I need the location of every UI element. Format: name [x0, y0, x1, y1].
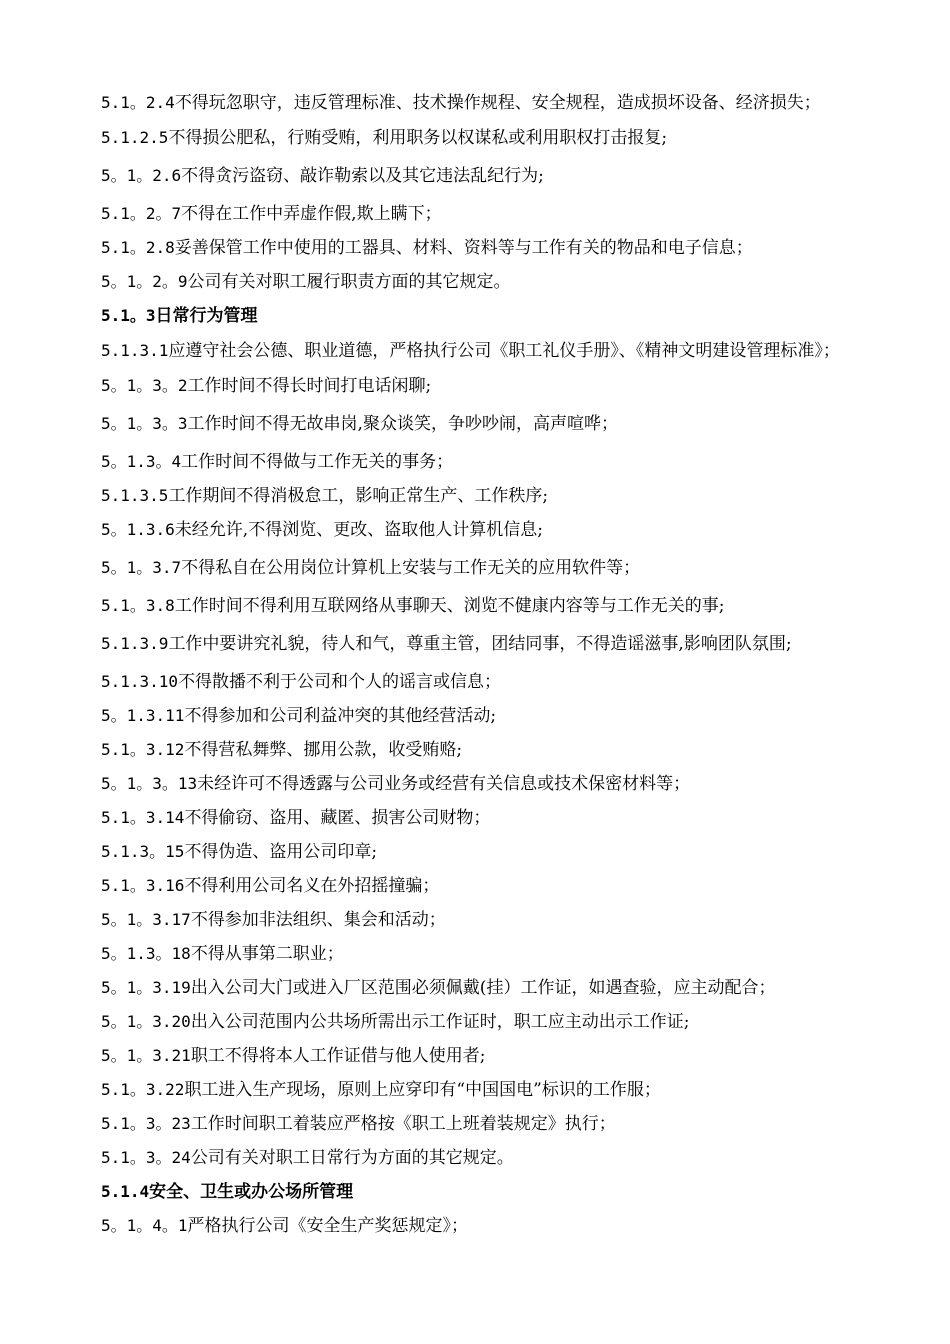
clause-number: 5。1。4。1: [101, 1216, 188, 1235]
clause-5-1-3-6: [101, 516, 871, 544]
clause-text: 未经许可不得透露与公司业务或经营有关信息或技术保密材料等；: [197, 774, 691, 794]
clause-text: 工作时间不得长时间打电话闲聊;: [187, 376, 432, 396]
clause-number: 5。1.3。18: [101, 944, 191, 963]
clause-text: 不得参加和公司利益冲突的其他经营活动;: [184, 706, 497, 726]
clause-number: 5。1。3.19: [101, 978, 191, 997]
section-number: 5.1.4: [101, 1182, 150, 1201]
clause-number: 5。1。3.21: [101, 1046, 191, 1065]
clause-number: 5.1.3.10: [101, 672, 179, 691]
clause-number: 5。1。3。2: [101, 376, 188, 395]
clause-number: 5。1。2。9: [101, 272, 188, 291]
clause-text: 公司有关对职工日常行为方面的其它规定。: [190, 1148, 514, 1168]
clause-5-1-3-7: [101, 554, 871, 582]
clause-text: 不得偷窃、盗用、藏匿、损害公司财物；: [184, 808, 491, 828]
section-title: 日常行为管理: [155, 306, 258, 326]
clause-5-1-3-3: [101, 410, 871, 438]
clause-5-1-3-1: [101, 336, 871, 366]
clause-text: 妥善保管工作中使用的工器具、材料、资料等与工作有关的物品和电子信息；: [174, 238, 753, 258]
clause-5-1-2-8: [101, 234, 871, 262]
clause-text: 出入公司大门或进入厂区范围必须佩戴(挂）工作证，如遇查验，应主动配合；: [190, 978, 776, 998]
clause-text: 不得参加非法组织、集会和活动；: [190, 910, 446, 930]
clause-text: 不得玩忽职守，违反管理标准、技术操作规程、安全规程，造成损坏设备、经济损失；: [174, 93, 821, 113]
clause-5-1-3-23: [101, 1110, 871, 1138]
clause-5-1-3-19: [101, 974, 871, 1002]
clause-number: 5.1。3。23: [101, 1114, 191, 1133]
clause-text: 工作时间不得利用互联网络从事聊天、浏览不健康内容等与工作无关的事;: [174, 596, 725, 616]
section-heading-5-1-3: [101, 302, 871, 330]
clause-5-1-3-15: [101, 838, 871, 866]
clause-number: 5.1.2.5: [101, 128, 169, 147]
clause-text: 出入公司范围内公共场所需出示工作证时，职工应主动出示工作证;: [190, 1012, 690, 1032]
clause-text: 工作时间不得做与工作无关的事务；: [181, 452, 454, 472]
clause-number: 5。1。3.7: [101, 558, 182, 577]
clause-5-1-3-8: [101, 592, 871, 620]
clause-text: 不得从事第二职业；: [190, 944, 344, 964]
clause-5-1-3-17: [101, 906, 871, 934]
clause-text: 职工进入生产现场，原则上应穿印有“中国国电”标识的工作服；: [184, 1080, 661, 1100]
clause-text: 不得营私舞弊、挪用公款，收受贿赂;: [184, 740, 463, 760]
section-number: 5.1。3: [101, 306, 156, 325]
clause-number: 5.1。3.14: [101, 808, 185, 827]
clause-number: 5.1。2。7: [101, 204, 182, 223]
clause-text: 职工不得将本人工作证借与他人使用者;: [190, 1046, 486, 1066]
clause-text: 不得私自在公用岗位计算机上安装与工作无关的应用软件等；: [181, 558, 641, 578]
clause-5-1-3-22: [101, 1076, 871, 1104]
clause-text: 不得在工作中弄虚作假,欺上瞒下；: [181, 204, 442, 224]
clause-text: 工作时间职工着装应严格按《职工上班着装规定》执行；: [190, 1114, 616, 1134]
clause-number: 5.1。3.12: [101, 740, 185, 759]
clause-text: 不得利用公司名义在外招摇撞骗；: [184, 876, 440, 896]
clause-text: 公司有关对职工履行职责方面的其它规定。: [187, 272, 511, 292]
clause-5-1-2-4: [101, 88, 871, 118]
clause-5-1-3-10: [101, 668, 871, 696]
section-heading-5-1-4: [101, 1178, 871, 1206]
clause-5-1-3-5: [101, 482, 871, 510]
clause-number: 5。1.3.6: [101, 520, 175, 539]
clause-number: 5。1.3。4: [101, 452, 182, 471]
clause-5-1-3-18: [101, 940, 871, 968]
section-title: 安全、卫生或办公场所管理: [149, 1182, 354, 1202]
clause-5-1-3-14: [101, 804, 871, 832]
clause-text: 不得贪污盗窃、敲诈勒索以及其它违法乱纪行为;: [181, 166, 544, 186]
clause-text: 不得散播不利于公司和个人的谣言或信息；: [178, 672, 502, 692]
clause-text: 未经允许,不得浏览、更改、盗取他人计算机信息;: [174, 520, 543, 540]
clause-5-1-3-12: [101, 736, 871, 764]
clause-5-1-2-7: [101, 200, 871, 228]
clause-5-1-3-16: [101, 872, 871, 900]
clause-number: 5.1.3.1: [101, 341, 169, 360]
clause-number: 5.1。3.22: [101, 1080, 185, 1099]
clause-5-1-2-6: [101, 162, 871, 190]
clause-number: 5.1。3.8: [101, 596, 175, 615]
clause-5-1-3-9: [101, 626, 871, 662]
clause-number: 5。1。3.17: [101, 910, 191, 929]
clause-number: 5.1。2.8: [101, 238, 175, 257]
clause-5-1-2-9: [101, 268, 871, 296]
clause-5-1-3-20: [101, 1008, 871, 1036]
clause-text: 工作期间不得消极怠工，影响正常生产、工作秩序;: [168, 486, 549, 506]
clause-5-1-2-5: [101, 124, 871, 152]
clause-text: 工作中要讲究礼貌，待人和气，尊重主管，团结同事，不得造谣滋事,影响团队氛围;: [168, 634, 792, 654]
clause-number: 5.1.3.5: [101, 486, 169, 505]
clause-number: 5.1。3.16: [101, 876, 185, 895]
clause-number: 5.1.3。15: [101, 842, 185, 861]
clause-text: 不得损公肥私，行贿受贿，利用职务以权谋私或利用职权打击报复;: [168, 128, 668, 148]
clause-number: 5。1。3。13: [101, 774, 198, 793]
clause-5-1-3-24: [101, 1144, 871, 1172]
clause-5-1-4-1: [101, 1212, 871, 1240]
clause-number: 5。1。3.20: [101, 1012, 191, 1031]
clause-number: 5.1.3.9: [101, 634, 169, 653]
clause-number: 5。1。3。3: [101, 414, 188, 433]
clause-5-1-3-21: [101, 1042, 871, 1070]
clause-5-1-3-11: [101, 702, 871, 730]
clause-5-1-3-4: [101, 448, 871, 476]
clause-number: 5.1。3。24: [101, 1148, 191, 1167]
clause-number: 5.1。2.4: [101, 93, 175, 112]
clause-5-1-3-13: [101, 770, 871, 798]
document-body: [101, 88, 871, 1240]
clause-text: 应遵守社会公德、职业道德，严格执行公司《职工礼仪手册》、《精神文明建设管理标准》；: [168, 341, 840, 361]
clause-text: 严格执行公司《安全生产奖惩规定》；: [187, 1216, 469, 1236]
clause-number: 5。1。2.6: [101, 166, 182, 185]
clause-5-1-3-2: [101, 372, 871, 400]
clause-number: 5。1.3.11: [101, 706, 185, 725]
clause-text: 工作时间不得无故串岗,聚众谈笑，争吵吵闹，高声喧哗；: [187, 414, 618, 434]
clause-text: 不得伪造、盗用公司印章;: [184, 842, 378, 862]
